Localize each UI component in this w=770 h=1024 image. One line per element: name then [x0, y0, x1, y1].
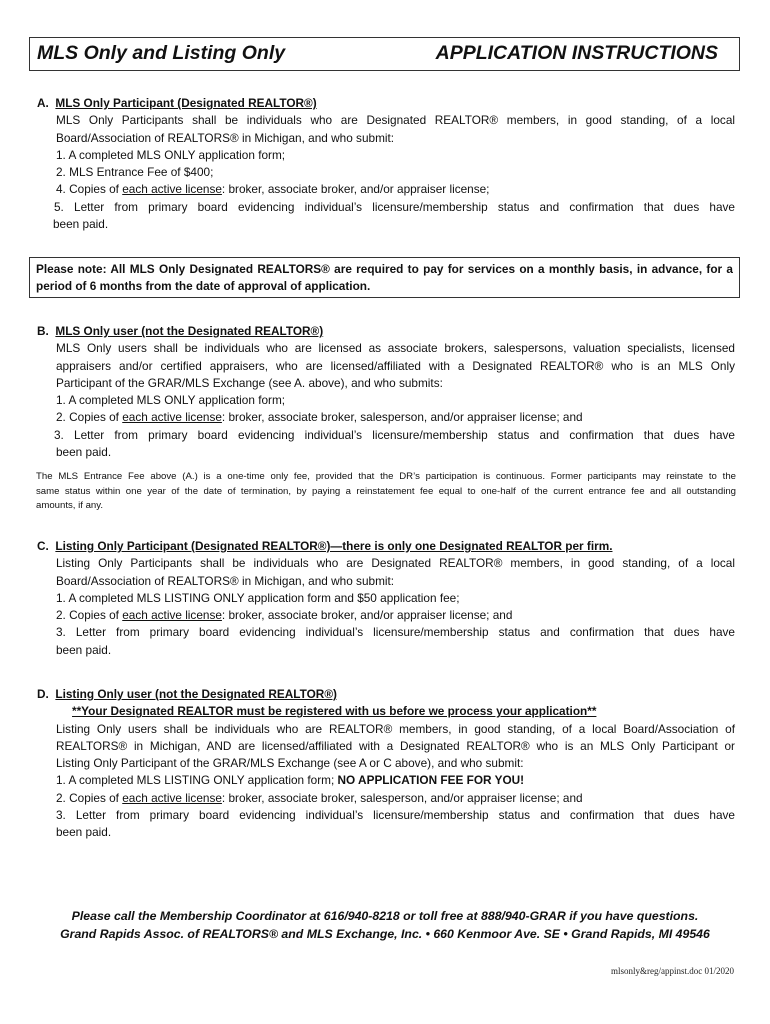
section-d-item: 1. A completed MLS LISTING ONLY application form; NO APPLICATION FEE FOR YOU!	[56, 773, 525, 788]
section-a-item: 5. Letter from primary board evidencing individual’s licensure/membership status and confirmation that dues have	[54, 199, 735, 214]
section-b-item: 2. Copies of each active license: broker, associate broker, salesperson, and/or appraiser license; and	[56, 410, 583, 425]
section-b-item: 1. A completed MLS ONLY application form;	[56, 393, 286, 408]
please-note-line: period of 6 months from the date of approval of application.	[36, 279, 371, 294]
section-a-heading	[37, 95, 735, 112]
document-title: MLS Only and Listing Only	[37, 42, 286, 64]
section-c-intro-line: Board/Association of REALTORS® in Michigan, and who submit:	[56, 573, 395, 588]
section-d-intro-line: REALTORS® in Michigan, AND are licensed/affiliated with a Designated REALTOR® who is an MLS Only Participant or	[56, 738, 735, 753]
section-a-title: MLS Only Participant (Designated REALTOR®)	[55, 96, 317, 110]
section-d-title: Listing Only user (not the Designated REALTOR®)	[55, 687, 337, 701]
section-c-item: 2. Copies of each active license: broker, associate broker, and/or appraiser license; and	[56, 608, 513, 623]
section-b-item: 3. Letter from primary board evidencing individual’s licensure/membership status and confirmation that dues have	[54, 427, 735, 442]
entrance-fee-note	[36, 470, 736, 514]
section-a-item: 2. MLS Entrance Fee of $400;	[56, 165, 214, 180]
section-c-item: 3. Letter from primary board evidencing individual’s licensure/membership status and confirmation that dues have	[56, 625, 735, 640]
section-b-intro-line: MLS Only users shall be individuals who are licensed as associate brokers, salespersons, valuation specialists, licensed	[56, 341, 735, 356]
section-a-intro-line: MLS Only Participants shall be individuals who are Designated REALTOR® members, in good standing, of a local	[56, 113, 735, 128]
section-d-item-cont: been paid.	[56, 825, 112, 840]
contact-footer	[0, 908, 770, 943]
section-d-item: 2. Copies of each active license: broker, associate broker, salesperson, and/or appraiser license; and	[56, 790, 583, 805]
section-a-letter: A.	[37, 96, 49, 110]
fee-note-line: amounts, if any.	[36, 500, 104, 511]
section-d-intro-line: Listing Only Participant of the GRAR/MLS Exchange (see A or C above), and who submit:	[56, 756, 524, 771]
section-b-title: MLS Only user (not the Designated REALTOR®)	[55, 324, 324, 338]
fee-note-line: same status within one year of the date of termination, by paying a reinstatement fee equal to one-half of the current entrance fee and all outstanding	[36, 485, 736, 497]
please-note-box	[29, 257, 740, 298]
section-b	[37, 323, 735, 461]
document-subtitle: APPLICATION INSTRUCTIONS	[435, 42, 718, 64]
section-b-heading	[37, 323, 735, 340]
fee-note-line: The MLS Entrance Fee above (A.) is a one-time only fee, provided that the DR’s participation is continuous. Former participants may reinstate to the	[36, 471, 736, 482]
footer-line: Grand Rapids Assoc. of REALTORS® and MLS Exchange, Inc. • 660 Kenmoor Ave. SE • Grand Rapids, MI 49546	[60, 926, 710, 941]
section-c-letter: C.	[37, 539, 49, 553]
section-a-item: 1. A completed MLS ONLY application form;	[56, 147, 286, 162]
section-b-letter: B.	[37, 324, 49, 338]
section-d-item: 3. Letter from primary board evidencing individual’s licensure/membership status and confirmation that dues have	[56, 808, 735, 823]
section-d-letter: D.	[37, 687, 49, 701]
section-a-item-cont: been paid.	[53, 217, 109, 232]
section-d-intro-line: Listing Only users shall be individuals who are REALTOR® members, in good standing, of a local Board/Association of	[56, 721, 735, 736]
section-c-title: Listing Only Participant (Designated REALTOR®)—there is only one Designated REALTOR per firm.	[55, 539, 613, 553]
section-a-intro-line: Board/Association of REALTORS® in Michigan, and who submit:	[56, 130, 395, 145]
document-id: mlsonly&reg/appinst.doc 01/2020	[611, 966, 734, 976]
section-b-intro-line: appraisers and/or certified appraisers, who are licensed/affiliated with a Designated REALTOR® who is an MLS Only	[56, 358, 735, 373]
please-note-line: Please note: All MLS Only Designated REALTORS® are required to pay for services on a monthly basis, in advance, for a	[36, 262, 733, 276]
section-c-item-cont: been paid.	[56, 642, 112, 657]
section-c-heading	[37, 538, 735, 555]
section-c	[37, 538, 735, 659]
section-b-item-cont: been paid.	[56, 445, 112, 460]
section-a	[37, 95, 735, 233]
section-c-intro-line: Listing Only Participants shall be individuals who are Designated REALTOR® members, in good standing, of a local	[56, 556, 735, 571]
section-d-heading	[37, 686, 735, 703]
footer-line: Please call the Membership Coordinator at 616/940-8218 or toll free at 888/940-GRAR if you have questions.	[71, 909, 699, 923]
section-b-intro-line: Participant of the GRAR/MLS Exchange (see A. above), and who submits:	[56, 375, 443, 390]
section-d-banner: **Your Designated REALTOR must be registered with us before we process your application**	[72, 704, 597, 719]
section-d	[37, 686, 735, 842]
section-c-item: 1. A completed MLS LISTING ONLY application form and $50 application fee;	[56, 590, 460, 605]
title-box	[29, 37, 740, 71]
section-a-item: 4. Copies of each active license: broker, associate broker, and/or appraiser license;	[56, 182, 490, 197]
